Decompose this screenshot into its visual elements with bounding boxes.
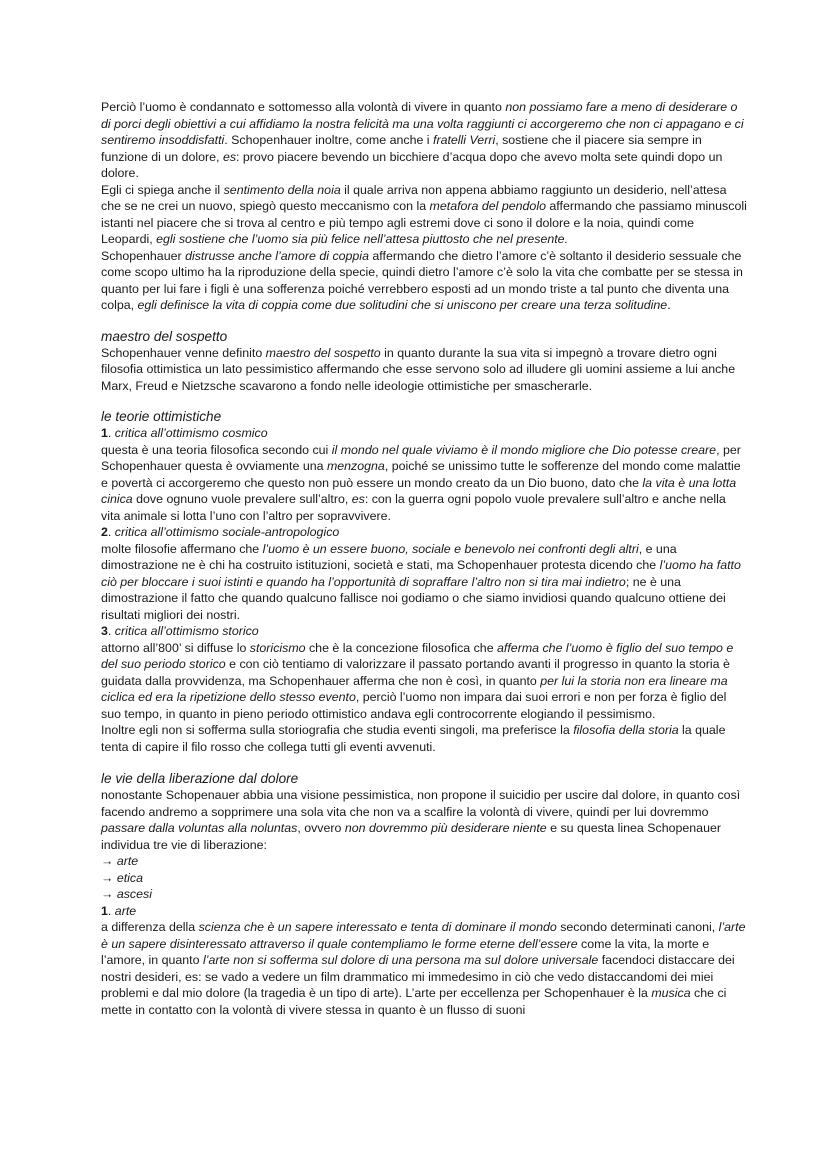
paragraph-vie-liberazione: [101, 787, 748, 853]
list-vie: [101, 853, 748, 903]
heading-vie-liberazione: le vie della liberazione dal dolore: [101, 771, 299, 786]
list-item: [101, 886, 748, 903]
italic-text: es: [351, 492, 365, 506]
text-run: dove ognuno vuole prevalere sull’altro,: [132, 492, 352, 506]
text-run: a differenza della: [101, 920, 199, 934]
paragraph-ottimismo-storico: [101, 640, 748, 723]
italic-text: per lui la storia non era lineare ma ciclica ed era la ripetizione dello stesso evento: [101, 673, 728, 704]
italic-text: non possiamo fare a meno di desiderare o di porci degli obiettivi a cui affidiamo la nostra felicità ma una volta raggiunti ci accorgeremo che non ci appagano e ci sentiremo insoddisfatti: [101, 100, 744, 147]
text-run: , poiché se unissimo tutte le sofferenze del mondo come malattie e povertà ci accorgeremo che questo non può essere un mondo creato da un Dio buono, dato che: [101, 459, 741, 490]
paragraph-filosofia-storia: [101, 722, 748, 755]
text-run: Schopenhauer venne definito: [101, 345, 266, 360]
italic-text: afferma che l’uomo è figlio del suo tempo e del suo periodo storico: [101, 640, 734, 671]
italic-text: arte: [114, 903, 137, 918]
paragraph-amore: [101, 248, 748, 314]
italic-text: es: [222, 149, 237, 164]
paragraph-ottimismo-cosmico: [101, 442, 748, 525]
italic-text: sentimento della noia: [223, 182, 341, 197]
italic-text: ascesi: [116, 887, 152, 901]
text-run: .: [107, 903, 115, 918]
italic-text: distrusse anche l’amore di coppia: [185, 248, 369, 263]
italic-text: maestro del sospetto: [265, 345, 381, 360]
italic-text: scienza che è un sapere interessato e tenta di dominare il mondo: [198, 920, 557, 934]
text-run: , sostiene che il piacere sia sempre in funzione di un dolore,: [101, 133, 702, 164]
text-run: →: [101, 887, 117, 901]
subheading-ottimismo-cosmico: [101, 425, 748, 442]
subheading-ottimismo-sociale: [101, 524, 748, 541]
text-run: , e una dimostrazione ne è chi ha costruito istituzioni, società e stati, ma Schopenhauer protesta dicendo che: [101, 541, 677, 572]
list-item: [101, 853, 748, 870]
text-run: in quanto durante la sua vita si impegnò a trovare dietro ogni filosofia ottimistica un lato pessimistico affermando che esse servono solo ad illudere gli uomini assieme a lui anche Marx, Freud e Nietzsche scavarono a fondo nelle ideologie ottimistiche per smascherarle.: [101, 345, 736, 393]
text-run: .: [107, 525, 115, 539]
italic-text: critica all’ottimismo sociale-antropologico: [114, 525, 340, 539]
text-run: Schopenhauer: [101, 248, 186, 263]
italic-text: l’arte è un sapere disinteressato attraverso il quale contempliamo le forme eterne dell’essere: [101, 920, 746, 951]
text-run: il quale arriva non appena abbiamo raggiunto un desiderio, nell’attesa che se ne crei un nuovo, spiegò questo meccanismo con la: [101, 182, 727, 213]
text-run: affermando che passiamo minuscoli istanti nel piacere che si trova al centro e più tempo agli estremi dove ci sono il dolore e la noia, quindi come Leopardi,: [101, 199, 747, 246]
heading-maestro-del-sospetto: maestro del sospetto: [101, 328, 228, 344]
text-run: facendoci distaccare dei nostri desideri, es: se vado a vedere un film drammatico mi immedesimo in ciò che vedo distaccandomi dei miei problemi e dal mio dolore (la tragedia è un tipo di arte). L’arte per eccellenza per Schopenhauer è la: [101, 953, 735, 1000]
italic-text: arte: [116, 854, 139, 868]
text-run: affermando che dietro l’amore c’è soltanto il desiderio sessuale che come scopo ultimo ha la riproduzione della specie, quindi dietro l’amore c’è solo la vita che combatte per se stessa in quanto per lui fare i figli è una sofferenza poiché verrebbero esposti ad un mondo triste a tal punto che diventa una colpa,: [101, 248, 743, 312]
text-run: come la vita, la morte e l’amore, in quanto: [101, 936, 710, 967]
text-run: : con la guerra ogni popolo vuole prevalere sull’altro e anche nella vita animale si lotta l’uno con l’altro per sopravvivere.: [101, 492, 726, 523]
paragraph-sospetto: [101, 345, 748, 395]
bold-text: 2: [101, 525, 108, 539]
paragraph-noia: [101, 182, 748, 248]
italic-text: l’uomo è un essere buono, sociale e benevolo nei confronti degli altri: [262, 541, 639, 556]
italic-text: etica: [116, 870, 144, 885]
italic-text: critica all’ottimismo cosmico: [114, 426, 268, 440]
heading-teorie-ottimistiche: le teorie ottimistiche: [101, 409, 222, 424]
text-run: attorno all’800’ si diffuse lo: [101, 640, 250, 655]
text-run: e con ciò tentiamo di valorizzare il passato portando avanti il progresso in quanto la storia è guidata dalla provvidenza, ma Schopenhauer afferma che non è così, in quanto: [101, 657, 730, 688]
italic-text: fratelli Verri: [433, 133, 496, 147]
text-run: molte filosofie affermano che: [101, 541, 263, 556]
text-run: .: [107, 624, 115, 638]
list-item: [101, 870, 748, 887]
text-run: Inoltre egli non si sofferma sulla storiografia che studia eventi singoli, ma preferisce la: [101, 723, 574, 737]
text-run: nonostante Schopenauer abbia una visione pessimistica, non propone il suicidio per uscire dal dolore, in quanto così facendo andremo a sopprimere una sola vita che non va a scalfire la volontà di vivere, quindi per lui dovremmo: [101, 788, 741, 819]
text-run: .: [667, 298, 671, 312]
text-run: Egli ci spiega anche il: [101, 182, 224, 197]
paragraph-condanna: [101, 99, 748, 182]
italic-text: critica all’ottimismo storico: [114, 624, 259, 638]
italic-text: filosofia della storia: [573, 723, 679, 737]
italic-text: il mondo nel quale viviamo è il mondo migliore che Dio potesse creare: [331, 442, 717, 457]
text-run: , ovvero: [297, 821, 345, 835]
subheading-ottimismo-storico: [101, 623, 748, 640]
italic-text: storicismo: [249, 640, 306, 655]
italic-text: menzogna: [326, 459, 385, 473]
italic-text: passare dalla voluntas alla noluntas: [101, 821, 298, 835]
text-run: , per Schopenhauer questa è ovviamente una: [101, 442, 741, 473]
text-run: la quale tenta di capire il filo rosso che collega tutti gli eventi avvenuti.: [101, 723, 726, 754]
text-run: →: [101, 854, 117, 868]
text-run: secondo determinati canoni,: [556, 920, 719, 934]
paragraph-ottimismo-sociale: [101, 541, 748, 624]
italic-text: la vita è una lotta cinica: [101, 475, 737, 506]
text-run: questa è una teoria filosofica secondo cui: [101, 442, 332, 457]
text-run: , perciò l’uomo non impara dai suoi errori e non per forza è figlio del suo tempo, in quanto in pieno periodo ottimistico andava egli controcorrente elogiando il pessimismo.: [101, 690, 727, 721]
paragraph-arte: [101, 919, 748, 1018]
text-run: .: [107, 426, 115, 440]
text-run: e su questa linea Schopenauer individua tre vie di liberazione:: [101, 821, 721, 852]
text-run: →: [101, 870, 117, 885]
italic-text: musica: [651, 986, 691, 1000]
italic-text: metafora del pendolo: [429, 199, 546, 213]
italic-text: egli sostiene che l’uomo sia più felice nell’attesa piuttosto che nel presente.: [156, 232, 569, 246]
italic-text: l’arte non si sofferma sul dolore di una persona ma sul dolore universale: [202, 953, 599, 967]
bold-text: 1: [101, 426, 108, 440]
bold-text: 3: [101, 624, 108, 638]
subheading-arte: [101, 903, 748, 920]
text-run: che è la concezione filosofica che: [305, 640, 498, 655]
text-run: Perciò l’uomo è condannato e sottomesso alla volontà di vivere in quanto: [101, 100, 506, 114]
bold-text: 1: [101, 903, 108, 918]
text-run: : provo piacere bevendo un bicchiere d’acqua dopo che avevo molta sete quindi dopo un dolore.: [101, 149, 723, 180]
text-run: che ci mette in contatto con la volontà di vivere stessa in quanto è un flusso di suoni: [101, 986, 727, 1017]
italic-text: egli definisce la vita di coppia come due solitudini che si uniscono per creare una terza solitudine: [137, 298, 668, 312]
italic-text: l’uomo ha fatto ciò per bloccare i suoi istinti e quando ha l’opportunità di sopraffare l’altro non si tira mai indietro: [101, 558, 741, 589]
text-run: ; ne è una dimostrazione il fatto che quando qualcuno fallisce noi godiamo o che siamo invidiosi quando qualcuno ottiene dei risultati migliori dei nostri.: [101, 574, 726, 622]
italic-text: non dovremmo più desiderare niente: [344, 821, 547, 835]
text-run: . Schopenhauer inoltre, come anche i: [224, 133, 433, 147]
